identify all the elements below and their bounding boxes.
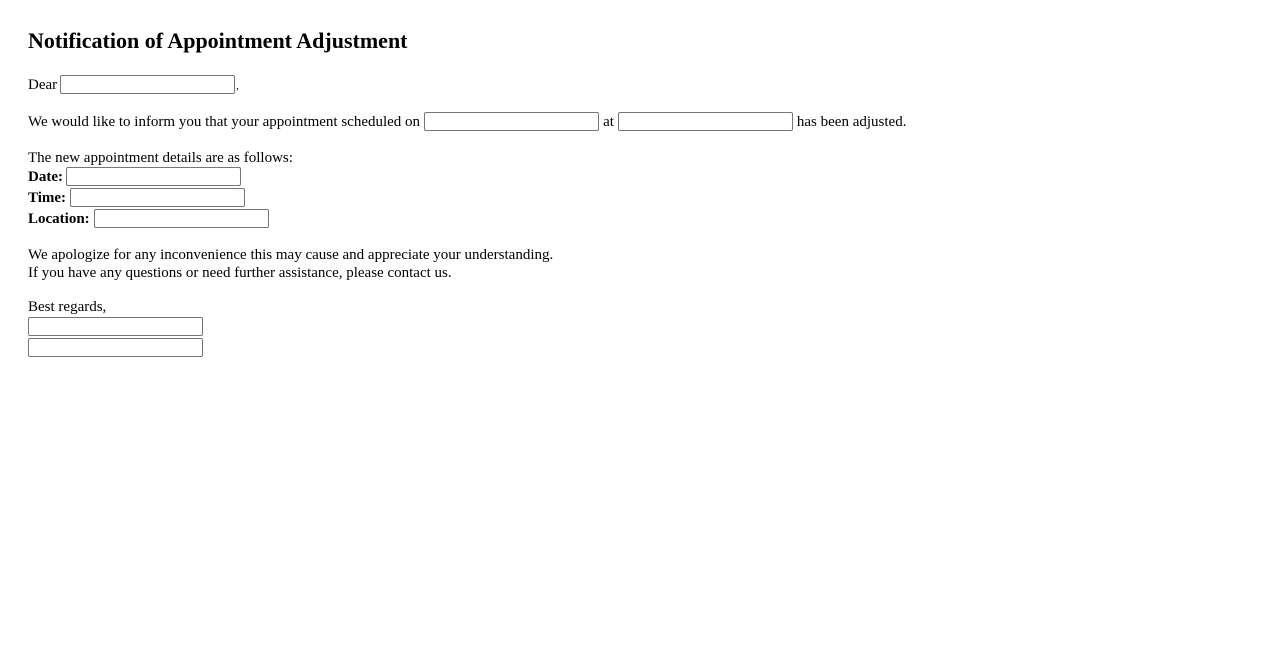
apology-line-2: If you have any questions or need further assistance, please contact us. (28, 265, 452, 281)
recipient-name-input[interactable] (60, 75, 235, 94)
new-time-line (28, 187, 245, 208)
sender-name-input[interactable] (28, 317, 203, 336)
new-location-input[interactable] (94, 209, 269, 228)
sender-title-line (28, 337, 203, 358)
inform-suffix: has been adjusted. (796, 113, 907, 130)
new-date-input[interactable] (66, 167, 241, 186)
new-location-line (28, 208, 269, 229)
apology-line-1: We apologize for any inconvenience this may cause and appreciate your understanding. (28, 247, 554, 263)
details-intro: The new appointment details are as follows: (28, 150, 293, 166)
new-date-line (28, 166, 241, 187)
original-time-input[interactable] (618, 112, 793, 131)
new-time-input[interactable] (70, 188, 245, 207)
original-date-input[interactable] (424, 112, 599, 131)
inform-prefix: We would like to inform you that your appointment scheduled on (28, 113, 421, 130)
greeting-prefix: Dear (28, 76, 58, 93)
greeting-line (28, 74, 239, 95)
new-location-label: Location: (28, 210, 90, 227)
sender-name-line (28, 316, 203, 337)
sender-title-input[interactable] (28, 338, 203, 357)
greeting-suffix: , (236, 80, 239, 92)
inform-middle: at (603, 113, 614, 130)
inform-line (28, 111, 906, 132)
closing-text: Best regards, (28, 299, 107, 315)
new-date-label: Date: (28, 168, 63, 185)
page-title: Notification of Appointment Adjustment (28, 28, 408, 53)
new-time-label: Time: (28, 189, 67, 206)
